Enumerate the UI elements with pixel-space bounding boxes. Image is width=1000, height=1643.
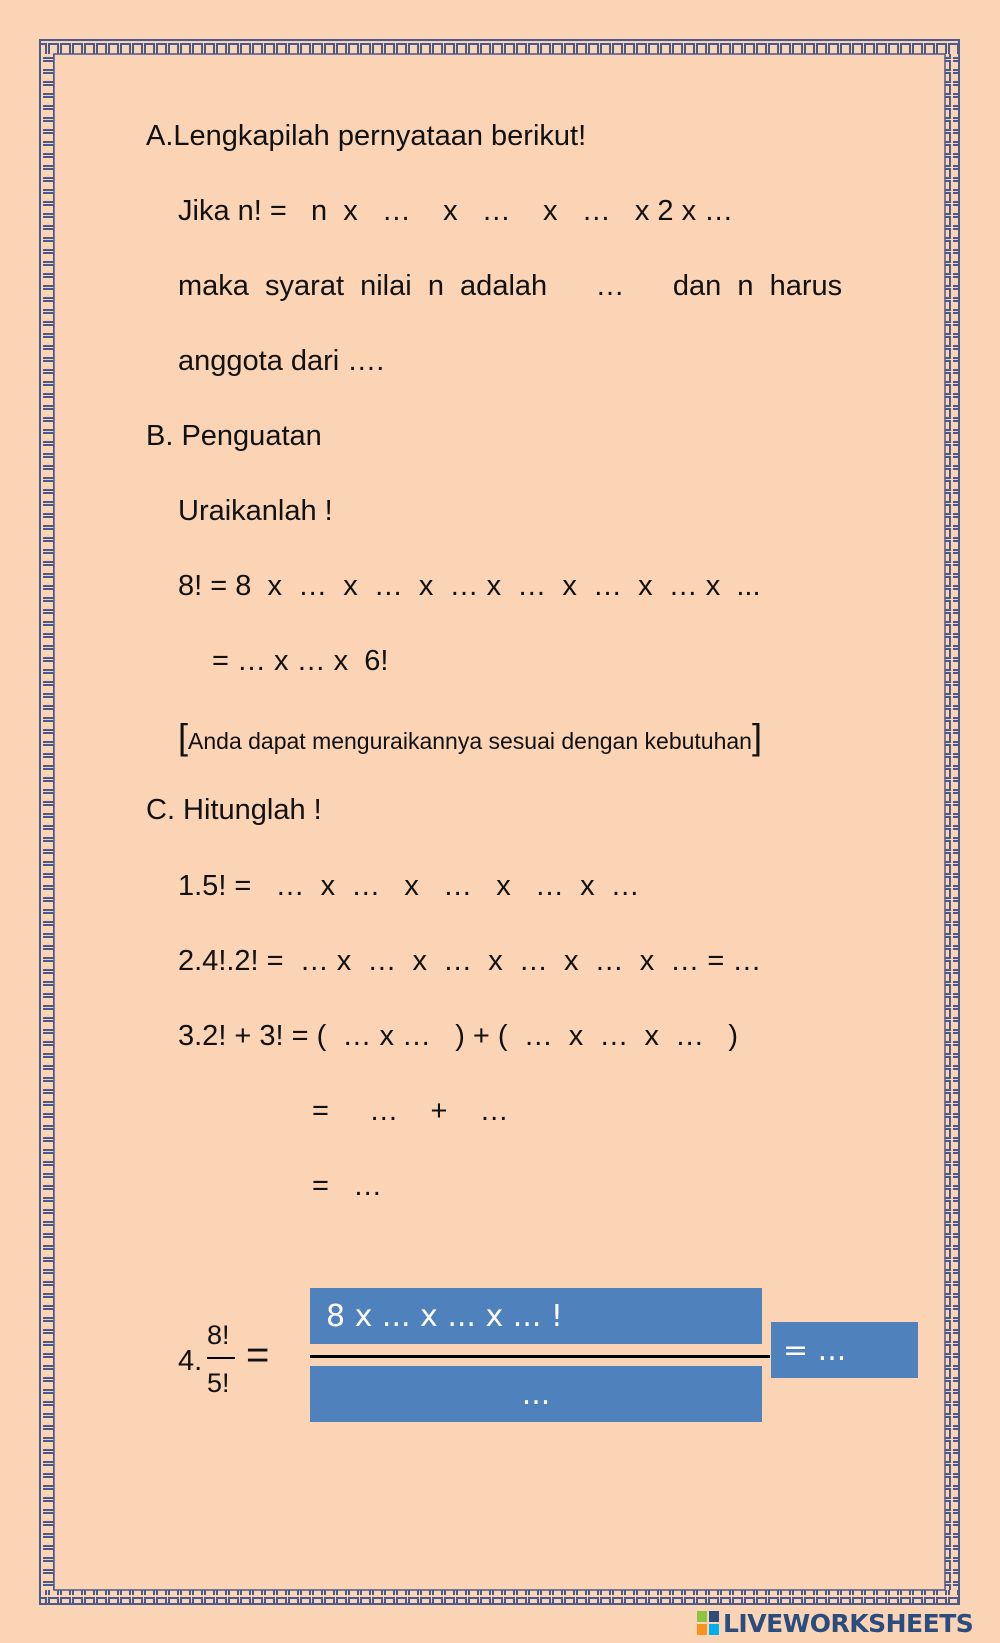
section-c-item-3-line-3: = …: [312, 1170, 383, 1202]
liveworksheets-logo-icon: [697, 1611, 719, 1635]
liveworksheets-logo: [697, 1608, 973, 1638]
section-c-item-2: 2.4!.2! = … x … x … x … x … x … = …: [178, 945, 762, 977]
section-a-line-2: maka syarat nilai n adalah … dan n harus: [178, 270, 843, 302]
section-b-line-1: 8! = 8 x … x … x … x … x … x … x ...: [178, 570, 761, 602]
section-c-title: C. Hitunglah !: [146, 794, 322, 826]
section-c-item-1: 1.5! = … x … x … x … x …: [178, 870, 640, 902]
section-b-instruction: Uraikanlah !: [178, 495, 333, 527]
section-a-line-1: Jika n! = n x … x … x … x 2 x …: [178, 195, 734, 227]
section-c-item-3: 3.2! + 3! = ( … x … ) + ( … x … x … ): [178, 1020, 738, 1052]
section-a-line-3: anggota dari ….: [178, 345, 385, 377]
note-text: Anda dapat menguraikannya sesuai dengan kebutuhan: [188, 728, 752, 754]
item-4-prefix: 4.: [178, 1345, 203, 1377]
answer-box-result[interactable]: = ...: [771, 1322, 918, 1378]
section-b-line-2: = … x … x 6!: [212, 645, 389, 677]
note-bracket-open: [: [178, 716, 189, 757]
section-b-note: [178, 716, 762, 758]
section-a-title: A.Lengkapilah pernyataan berikut!: [146, 120, 587, 152]
item-4-numerator: 8!: [207, 1320, 230, 1350]
item-4-fraction-bar: [207, 1357, 235, 1359]
item-4-denominator: 5!: [207, 1368, 230, 1398]
note-bracket-close: ]: [751, 716, 762, 757]
item-4-equals: =: [246, 1333, 270, 1377]
section-c-item-3-line-2: = … + …: [312, 1095, 509, 1127]
answer-box-denominator[interactable]: ...: [310, 1366, 762, 1422]
section-b-title: B. Penguatan: [146, 420, 322, 452]
answer-box-numerator[interactable]: 8 x ... x ... x ... !: [310, 1288, 762, 1344]
answer-fraction-bar: [310, 1355, 770, 1358]
liveworksheets-logo-text: LIVEWORKSHEETS: [723, 1608, 974, 1638]
